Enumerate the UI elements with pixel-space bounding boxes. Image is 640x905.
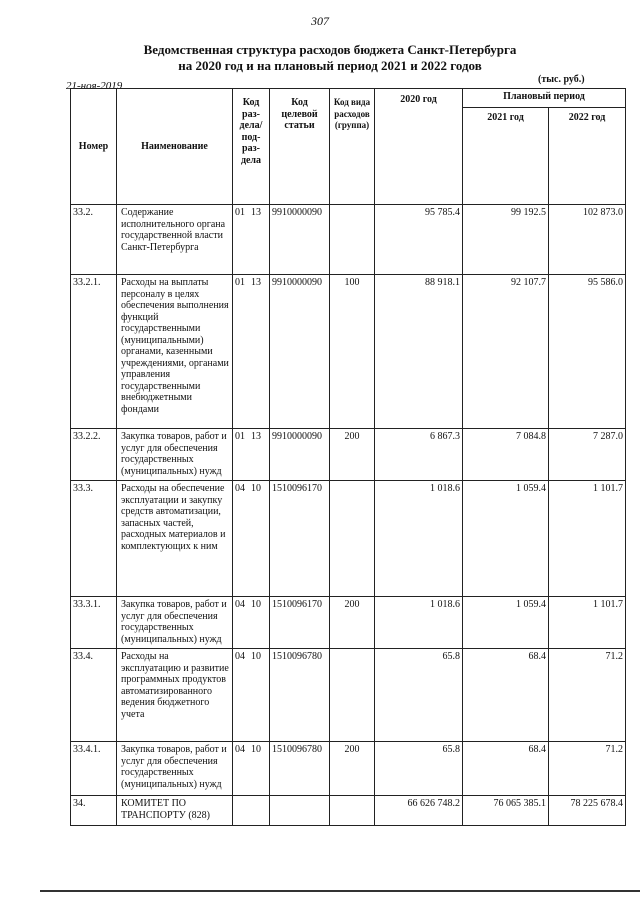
page-bottom-rule	[40, 890, 640, 892]
row-number: 33.4.1.	[71, 742, 117, 796]
row-name: Расходы на обеспечение эксплуатации и закупку средств автоматизации, запасных частей, расходных материалов и комплектующих к ним	[117, 481, 233, 597]
row-target-code: 9910000090	[270, 429, 330, 481]
row-section: 01	[235, 431, 245, 442]
row-value-2020: 1 018.6	[375, 597, 463, 649]
row-value-2021: 99 192.5	[463, 205, 549, 275]
row-value-2021: 76 065 385.1	[463, 796, 549, 826]
row-type-code	[330, 649, 375, 742]
row-target-code: 1510096170	[270, 597, 330, 649]
row-subsection: 13	[251, 207, 261, 218]
budget-table	[70, 88, 626, 826]
row-target-code	[270, 796, 330, 826]
row-target-code: 9910000090	[270, 205, 330, 275]
row-value-2022: 102 873.0	[549, 205, 626, 275]
row-name: Закупка товаров, работ и услуг для обеспечения государственных (муниципальных) нужд	[117, 429, 233, 481]
row-section-code	[233, 205, 270, 275]
row-value-2022: 95 586.0	[549, 275, 626, 429]
unit-label: (тыс. руб.)	[538, 74, 585, 85]
row-type-code: 200	[330, 429, 375, 481]
row-target-code: 1510096170	[270, 481, 330, 597]
table-row	[71, 649, 626, 742]
row-value-2022: 1 101.7	[549, 481, 626, 597]
table-row	[71, 205, 626, 275]
table-row	[71, 429, 626, 481]
row-value-2020: 65.8	[375, 742, 463, 796]
header-2020: 2020 год	[375, 89, 463, 205]
row-type-code	[330, 205, 375, 275]
row-value-2021: 68.4	[463, 742, 549, 796]
row-number: 33.4.	[71, 649, 117, 742]
row-value-2021: 92 107.7	[463, 275, 549, 429]
row-section-code	[233, 481, 270, 597]
header-planned-period: Плановый период	[463, 89, 626, 108]
row-name: Расходы на выплаты персоналу в целях обеспечения выполнения функций государственными (муниципальными) органами, казенными учреждениями, органами управления государственными внебюджетными фондами	[117, 275, 233, 429]
table-row	[71, 481, 626, 597]
row-name: Закупка товаров, работ и услуг для обеспечения государственных (муниципальных) нужд	[117, 742, 233, 796]
row-subsection: 10	[251, 599, 261, 610]
row-number: 33.3.1.	[71, 597, 117, 649]
row-value-2021: 1 059.4	[463, 481, 549, 597]
row-type-code	[330, 796, 375, 826]
row-value-2020: 95 785.4	[375, 205, 463, 275]
row-value-2022: 71.2	[549, 649, 626, 742]
row-number: 33.2.2.	[71, 429, 117, 481]
table-row	[71, 796, 626, 826]
row-value-2020: 6 867.3	[375, 429, 463, 481]
row-type-code: 200	[330, 742, 375, 796]
row-type-code: 200	[330, 597, 375, 649]
header-2021: 2021 год	[463, 108, 549, 205]
header-name: Наименование	[117, 89, 233, 205]
page-number: 307	[311, 14, 329, 28]
row-section: 04	[235, 744, 245, 755]
row-type-code	[330, 481, 375, 597]
row-name: Содержание исполнительного органа государственной власти Санкт-Петербурга	[117, 205, 233, 275]
row-section: 01	[235, 207, 245, 218]
row-section-code	[233, 275, 270, 429]
table-row	[71, 597, 626, 649]
header-target-code: Код целевой статьи	[270, 89, 330, 205]
row-target-code: 1510096780	[270, 742, 330, 796]
row-section: 01	[235, 277, 245, 288]
row-subsection: 10	[251, 651, 261, 662]
row-name: Закупка товаров, работ и услуг для обеспечения государственных (муниципальных) нужд	[117, 597, 233, 649]
row-subsection: 10	[251, 744, 261, 755]
row-number: 33.2.	[71, 205, 117, 275]
row-subsection: 13	[251, 277, 261, 288]
row-value-2022: 78 225 678.4	[549, 796, 626, 826]
row-value-2022: 1 101.7	[549, 597, 626, 649]
row-target-code: 1510096780	[270, 649, 330, 742]
title-line-2: на 2020 год и на плановый период 2021 и 2022 годов	[178, 58, 482, 73]
document-date: 21-ноя-2019	[66, 80, 123, 92]
row-value-2021: 7 084.8	[463, 429, 549, 481]
row-section-code	[233, 649, 270, 742]
row-number: 33.2.1.	[71, 275, 117, 429]
row-section: 04	[235, 651, 245, 662]
row-value-2020: 66 626 748.2	[375, 796, 463, 826]
row-target-code: 9910000090	[270, 275, 330, 429]
row-value-2020: 65.8	[375, 649, 463, 742]
header-type-code: Код вида расходов (группа)	[330, 89, 375, 205]
row-section: 04	[235, 599, 245, 610]
row-section: 04	[235, 483, 245, 494]
document-title	[60, 42, 600, 74]
row-type-code: 100	[330, 275, 375, 429]
row-value-2021: 68.4	[463, 649, 549, 742]
table-row	[71, 275, 626, 429]
row-value-2020: 1 018.6	[375, 481, 463, 597]
row-value-2022: 7 287.0	[549, 429, 626, 481]
row-subsection: 13	[251, 431, 261, 442]
row-name: КОМИТЕТ ПО ТРАНСПОРТУ (828)	[117, 796, 233, 826]
row-value-2022: 71.2	[549, 742, 626, 796]
row-section-code	[233, 742, 270, 796]
row-name: Расходы на эксплуатацию и развитие программных продуктов автоматизированного ведения бюджетного учета	[117, 649, 233, 742]
row-number: 34.	[71, 796, 117, 826]
row-value-2021: 1 059.4	[463, 597, 549, 649]
table-row	[71, 742, 626, 796]
header-section-code: Код раз-дела/ под-раз-дела	[233, 89, 270, 205]
header-number: Номер	[71, 89, 117, 205]
row-section-code	[233, 429, 270, 481]
row-subsection: 10	[251, 483, 261, 494]
title-line-1: Ведомственная структура расходов бюджета Санкт-Петербурга	[143, 42, 517, 57]
row-number: 33.3.	[71, 481, 117, 597]
header-row-1	[71, 89, 626, 108]
row-value-2020: 88 918.1	[375, 275, 463, 429]
row-section-code	[233, 796, 270, 826]
row-section-code	[233, 597, 270, 649]
header-2022: 2022 год	[549, 108, 626, 205]
